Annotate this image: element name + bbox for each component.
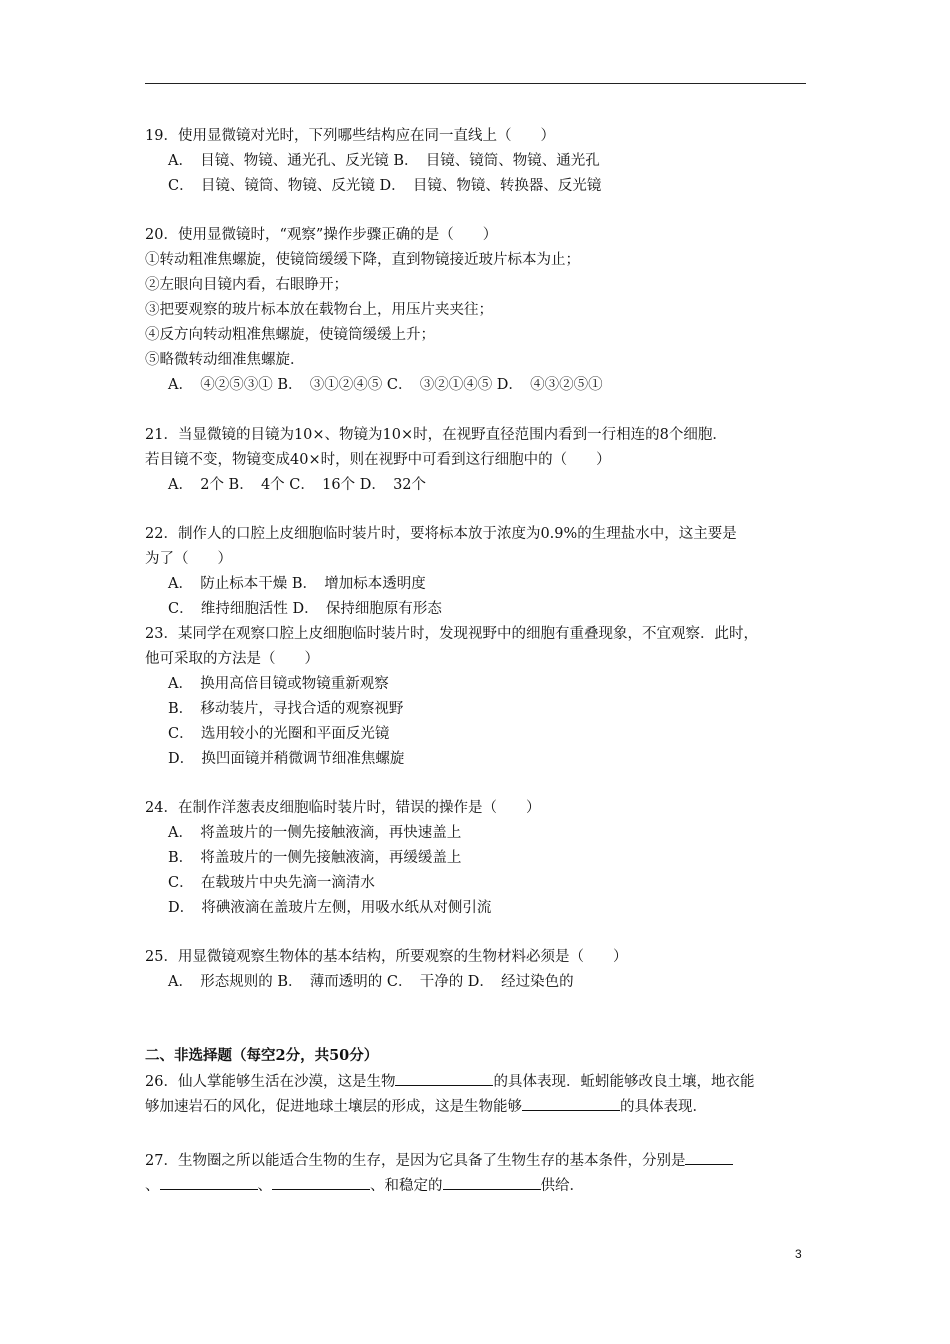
- q27-answer-blank-4[interactable]: [443, 1175, 541, 1190]
- header-rule: [145, 83, 806, 84]
- q22-options-cd: C． 维持细胞活性 D． 保持细胞原有形态: [168, 601, 442, 617]
- q23-option-d: D． 换凹面镜并稍微调节细准焦螺旋: [168, 751, 405, 767]
- q20-step-2: ②左眼向目镜内看，右眼睁开；: [145, 277, 348, 293]
- q23-stem-line-2: 他可采取的方法是（ ）: [145, 651, 319, 667]
- q20-step-3: ③把要观察的玻片标本放在载物台上，用压片夹夹往；: [145, 302, 493, 318]
- q26-answer-blank-1[interactable]: [395, 1071, 493, 1086]
- q23-stem-line-1: 23．某同学在观察口腔上皮细胞临时装片时，发现视野中的细胞有重叠现象，不宜观察．此时，: [145, 626, 758, 642]
- q19-options-cd: C． 目镜、镜筒、物镜、反光镜 D． 目镜、物镜、转换器、反光镜: [168, 178, 602, 194]
- q27-line-1: [145, 1150, 733, 1171]
- q23-option-b: B． 移动装片，寻找合适的观察视野: [168, 701, 404, 717]
- q26-text-1b: 的具体表现．蚯蚓能够改良土壤，地衣能: [493, 1074, 755, 1090]
- q24-option-b: B． 将盖玻片的一侧先接触液滴，再缓缓盖上: [168, 850, 462, 866]
- q20-options: A． ④②⑤③① B． ③①②④⑤ C． ③②①④⑤ D． ④③②⑤①: [168, 377, 603, 393]
- q25-stem: 25．用显微镜观察生物体的基本结构，所要观察的生物材料必须是（ ）: [145, 949, 628, 965]
- q23-option-a: A． 换用高倍目镜或物镜重新观察: [168, 676, 389, 692]
- q20-step-1: ①转动粗准焦螺旋，使镜筒缓缓下降，直到物镜接近玻片标本为止；: [145, 252, 580, 268]
- q26-text-1a: 26．仙人掌能够生活在沙漠，这是生物: [145, 1074, 396, 1090]
- q21-stem-line-1: 21．当显微镜的目镜为10×、物镜为10×时，在视野直径范围内看到一行相连的8个细胞．: [145, 427, 727, 443]
- q25-options: A． 形态规则的 B． 薄而透明的 C． 干净的 D． 经过染色的: [168, 974, 574, 990]
- q27-text-1: 27．生物圈之所以能适合生物的生存，是因为它具备了生物生存的基本条件，分别是: [145, 1153, 686, 1169]
- q26-line-1: [145, 1071, 754, 1092]
- q20-step-5: ⑤略微转动细准焦螺旋．: [145, 352, 305, 368]
- q20-stem: 20．使用显微镜时，“观察”操作步骤正确的是（ ）: [145, 227, 498, 243]
- q26-line-2: [145, 1096, 707, 1117]
- q21-stem-line-2: 若目镜不变，物镜变成40×时，则在视野中可看到这行细胞中的（ ）: [145, 452, 611, 468]
- q27-answer-blank-3[interactable]: [272, 1175, 370, 1190]
- q19-options-ab: A． 目镜、物镜、通光孔、反光镜 B． 目镜、镜筒、物镜、通光孔: [168, 153, 600, 169]
- q22-stem-line-2: 为了（ ）: [145, 551, 232, 567]
- q26-text-2b: 的具体表现．: [620, 1099, 707, 1115]
- q27-sep-2: 、: [257, 1178, 272, 1194]
- q27-answer-blank-1[interactable]: [685, 1150, 733, 1165]
- q19-stem: 19．使用显微镜对光时，下列哪些结构应在同一直线上（ ）: [145, 128, 555, 144]
- q22-stem-line-1: 22．制作人的口腔上皮细胞临时装片时，要将标本放于浓度为0.9%的生理盐水中，这主要是: [145, 526, 737, 542]
- q24-stem: 24．在制作洋葱表皮细胞临时装片时，错误的操作是（ ）: [145, 800, 541, 816]
- q27-line-2: [145, 1175, 584, 1196]
- q24-option-c: C． 在载玻片中央先滴一滴清水: [168, 875, 375, 891]
- page-number: 3: [795, 1247, 802, 1261]
- q27-end: 供给．: [540, 1178, 584, 1194]
- q20-step-4: ④反方向转动粗准焦螺旋，使镜筒缓缓上升；: [145, 327, 435, 343]
- q26-text-2a: 够加速岩石的风化，促进地球土壤层的形成，这是生物能够: [145, 1099, 522, 1115]
- section-title: 二、非选择题（每空2分，共50分）: [145, 1047, 379, 1064]
- q21-options: A． 2个 B． 4个 C． 16个 D． 32个: [168, 477, 427, 493]
- q27-sep-1: 、: [145, 1178, 160, 1194]
- q22-options-ab: A． 防止标本干燥 B． 增加标本透明度: [168, 576, 426, 592]
- q27-sep-3: 、和稳定的: [370, 1178, 443, 1194]
- q27-answer-blank-2[interactable]: [160, 1175, 258, 1190]
- q23-option-c: C． 选用较小的光圈和平面反光镜: [168, 726, 390, 742]
- q26-answer-blank-2[interactable]: [522, 1096, 620, 1111]
- q24-option-d: D． 将碘液滴在盖玻片左侧，用吸水纸从对侧引流: [168, 900, 492, 916]
- q24-option-a: A． 将盖玻片的一侧先接触液滴，再快速盖上: [168, 825, 462, 841]
